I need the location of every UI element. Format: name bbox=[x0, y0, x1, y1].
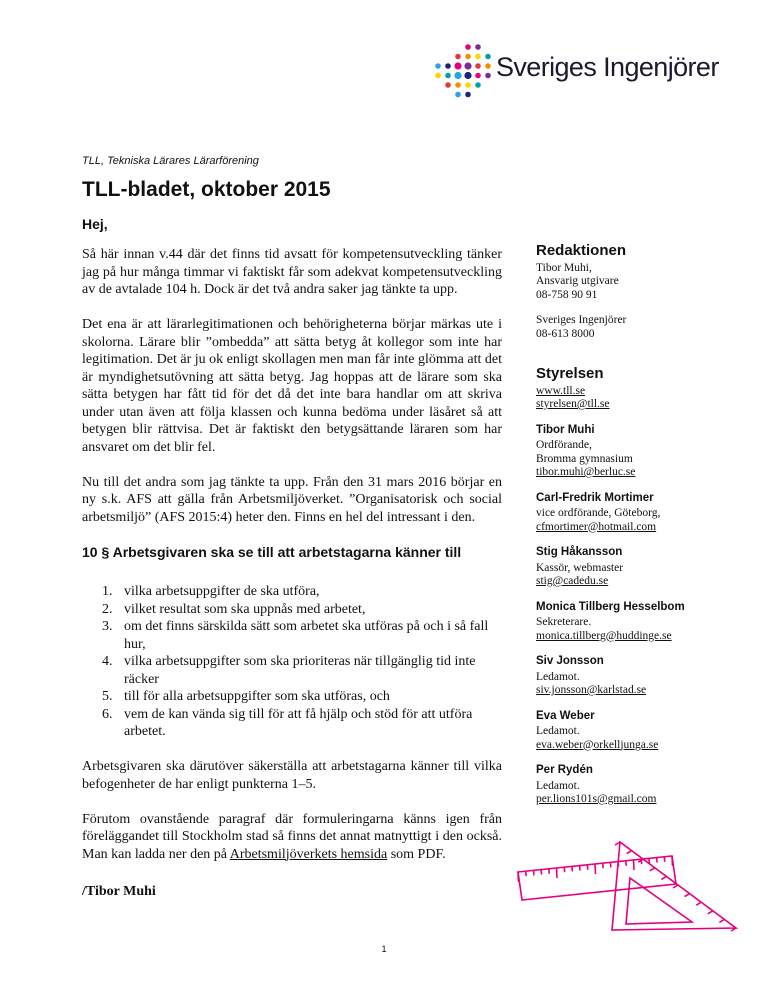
board-email-link[interactable]: styrelsen@tll.se bbox=[536, 398, 610, 410]
ruler-tick bbox=[572, 866, 573, 871]
board-member: Eva Weber Ledamot. eva.weber@orkelljunga.se bbox=[536, 710, 756, 753]
list-item: 6. vem de kan vända sig till för att få hjälp och stöd för att utföra arbetet. bbox=[102, 706, 473, 739]
logo-dot bbox=[465, 82, 471, 88]
styrelsen-heading: Styrelsen bbox=[536, 365, 604, 382]
logo-dot bbox=[455, 54, 461, 60]
list-item: 4. vilka arbetsuppgifter som ska prioriteras när tillgänglig tid inte räcker bbox=[102, 654, 476, 687]
numbered-list bbox=[82, 583, 502, 741]
set-square-outline bbox=[612, 842, 736, 930]
logo-dot bbox=[435, 73, 441, 79]
logo-dot bbox=[445, 73, 451, 79]
redaktionen-heading: Redaktionen bbox=[536, 242, 627, 259]
logo-dot bbox=[485, 73, 491, 79]
member-email-link[interactable]: cfmortimer@hotmail.com bbox=[536, 520, 657, 533]
set-square-inner bbox=[626, 878, 692, 924]
logo-dot bbox=[454, 72, 461, 79]
member-email-link[interactable]: stig@cadedu.se bbox=[536, 575, 609, 587]
logo-dot bbox=[485, 63, 491, 69]
signature: /Tibor Muhi bbox=[82, 884, 156, 899]
paragraph-4: Arbetsgivaren ska därutöver säkerställa att arbetstagarna känner till vilka befogenheter de har enligt punkterna 1–5. bbox=[82, 759, 502, 792]
member-email-link[interactable]: monica.tillberg@huddinge.se bbox=[536, 629, 672, 642]
board-member: Tibor Muhi Ordförande, Bromma gymnasium tibor.muhi@berluc.se bbox=[536, 424, 756, 480]
logo-dot bbox=[475, 63, 481, 69]
list-item: 3. om det finns särskilda sätt som arbetet ska utföras på och i så fall hur, bbox=[102, 619, 489, 652]
member-email-link[interactable]: tibor.muhi@berluc.se bbox=[536, 466, 636, 478]
set-square-tick bbox=[661, 876, 666, 879]
list-item: 1. vilka arbetsuppgifter de ska utföra, bbox=[102, 584, 320, 599]
redaktionen-contact: Tibor Muhi, Ansvarig utgivare 08-758 90 91 bbox=[536, 261, 619, 301]
board-member: Per Rydén Ledamot. per.lions101s@gmail.com bbox=[536, 764, 756, 807]
main-column bbox=[82, 246, 502, 901]
logo-dot bbox=[455, 92, 461, 98]
logo-dot bbox=[455, 82, 461, 88]
ruler-tick bbox=[672, 856, 673, 866]
logo-dot bbox=[464, 72, 471, 79]
logo-text: Sveriges Ingenjörer bbox=[496, 52, 719, 82]
section-heading: 10 § Arbetsgivaren ska se till att arbetstagarna känner till bbox=[82, 543, 462, 560]
sveriges-ingenjorer-logo bbox=[432, 42, 742, 100]
ruler-tick bbox=[541, 870, 542, 875]
arbetsmiljoverket-link[interactable]: Arbetsmiljöverkets hemsida bbox=[229, 846, 388, 862]
logo-dot bbox=[475, 73, 481, 79]
ruler-tick bbox=[603, 863, 604, 868]
ruler-tick bbox=[549, 869, 550, 874]
board-member: Carl-Fredrik Mortimer vice ordförande, Göteborg, cfmortimer@hotmail.com bbox=[536, 492, 756, 535]
set-square-tick bbox=[627, 851, 632, 854]
logo-dot bbox=[485, 54, 491, 60]
ruler-tick bbox=[595, 864, 596, 874]
logo-dot bbox=[475, 54, 481, 60]
ruler-tick bbox=[518, 872, 519, 882]
paragraph-2: Det ena är att lärarlegitimationen och behörigheterna börjar märkas ute i skolorna. Lärare blir ”ombedda” att sätta betyg åt kollegor som inte har legitimation. Det är ju ok enligt skollagen men man får inte glömma att det är myndighetsutövning att sätta betyg. Jag hoppas att de lärare som ska sätta betygen har fått tid för det då det inte bara handlar om att skriva under utan även att följa klassen och kunna bedöma under läsåret så att betygen blir rättvisa. Det är faktiskt den betygsättande läraren som har ansvaret om det blir fel. bbox=[82, 317, 502, 455]
website-link[interactable]: www.tll.se bbox=[536, 384, 586, 397]
ruler-tick bbox=[587, 865, 588, 870]
logo-dot bbox=[465, 44, 471, 50]
organization-contact: Sveriges Ingenjörer 08-613 8000 bbox=[536, 314, 627, 340]
board-member: Monica Tillberg Hesselbom Sekreterare. monica.tillberg@huddinge.se bbox=[536, 601, 756, 644]
logo-dot bbox=[454, 62, 461, 69]
logo-dot bbox=[464, 62, 471, 69]
set-square-tick bbox=[673, 885, 678, 888]
logo-dot bbox=[475, 44, 481, 50]
logo-dot bbox=[465, 92, 471, 98]
set-square-tick bbox=[719, 919, 724, 922]
board-member: Siv Jonsson Ledamot. siv.jonsson@karlstad.se bbox=[536, 655, 756, 698]
list-item: 2. vilket resultat som ska uppnås med arbetet, bbox=[102, 601, 366, 617]
ruler-tick bbox=[557, 868, 558, 878]
ruler-tick bbox=[626, 861, 627, 866]
ruler-tick bbox=[564, 867, 565, 872]
list-item: 5. till för alla arbetsuppgifter som ska utföras, och bbox=[102, 689, 390, 704]
paragraph-3: Nu till det andra som jag tänkte ta upp. Från den 31 mars 2016 börjar en ny s.k. AFS att gälla från Arbetsmiljöverket. ”Organisatorisk och social arbetsmiljö” (AFS 2015:4) heter den. Finns en hel del intressant i den. bbox=[82, 474, 502, 525]
sidebar bbox=[536, 244, 756, 819]
set-square-tick bbox=[685, 894, 690, 897]
page-number: 1 bbox=[381, 944, 387, 954]
member-email-link[interactable]: per.lions101s@gmail.com bbox=[536, 793, 657, 805]
page-title: TLL-bladet, oktober 2015 bbox=[82, 178, 331, 201]
ruler-tick bbox=[526, 871, 527, 876]
ruler-tick bbox=[533, 870, 534, 875]
logo-dot bbox=[435, 63, 441, 69]
logo-dot bbox=[465, 54, 471, 60]
logo-dot bbox=[445, 63, 451, 69]
ruler-triangle-icon bbox=[512, 838, 742, 934]
board-member: Stig Håkansson Kassör, webmaster stig@cadedu.se bbox=[536, 546, 756, 589]
logo-dot bbox=[445, 82, 451, 88]
dot-grid-icon bbox=[432, 42, 496, 100]
organization-name: TLL, Tekniska Lärares Lärarförening bbox=[82, 155, 259, 167]
set-square-tick bbox=[696, 902, 701, 905]
member-email-link[interactable]: eva.weber@orkelljunga.se bbox=[536, 738, 659, 751]
logo-dot bbox=[475, 82, 481, 88]
paragraph-5: Förutom ovanstående paragraf där formuleringarna känns igen från föreläggandet till Stockholm stad så finns det annat matnyttigt i den också. Man kan ladda ner den på Arbetsmiljöverkets hemsida som PDF. bbox=[82, 811, 502, 862]
ruler-tick bbox=[664, 857, 665, 862]
set-square-tick bbox=[708, 911, 713, 914]
paragraph-1: Så här innan v.44 där det finns tid avsatt för kompetensutveckling tänker jag på hur många timmar vi faktiskt får som adekvat kompetensutveckling av de avtalade 104 h. Dock är det två andra saker jag tänkte ta upp. bbox=[82, 247, 502, 297]
ruler-tick bbox=[610, 862, 611, 867]
set-square-tick bbox=[650, 868, 655, 871]
ruler-tick bbox=[634, 860, 635, 870]
ruler-tick bbox=[657, 858, 658, 863]
member-email-link[interactable]: siv.jonsson@karlstad.se bbox=[536, 684, 647, 696]
styrelsen-links bbox=[536, 385, 756, 412]
ruler-tick bbox=[580, 866, 581, 871]
greeting: Hej, bbox=[82, 216, 108, 232]
